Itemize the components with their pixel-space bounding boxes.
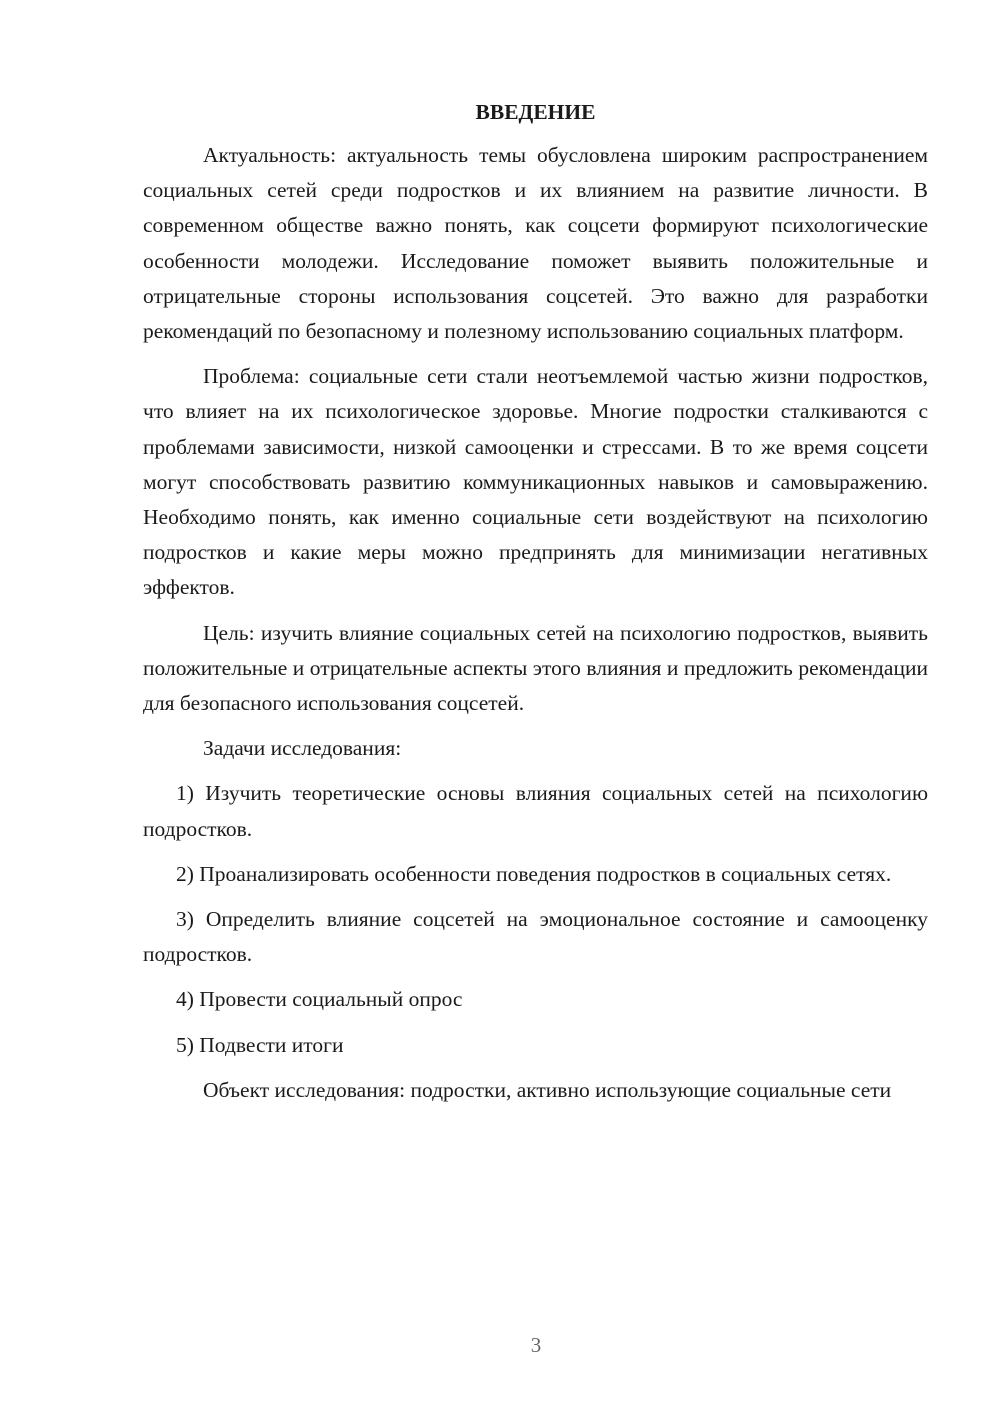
task-item-2: 2) Проанализировать особенности поведения подростков в социальных сетях. [176, 861, 892, 886]
tasks-heading: Задачи исследования: [203, 736, 402, 761]
task-item-5: 5) Подвести итоги [176, 1032, 344, 1057]
problem-paragraph: Проблема: социальные сети стали неотъемлемой частью жизни подростков, что влияет на их психологическое здоровье. Многие подростки сталкиваются с проблемами зависимости, низкой самооценки и стрессами. В то же время соцсети могут способствовать развитию коммуникационных навыков и самовыражению. Необходимо понять, как именно социальные сети воздействуют на психологию подростков и какие меры можно предпринять для минимизации негативных эффектов. [143, 364, 928, 600]
task-item-3: 3) Определить влияние соцсетей на эмоциональное состояние и самооценку подростков. [143, 907, 928, 967]
task-item-4: 4) Провести социальный опрос [176, 987, 463, 1012]
task-item-1: 1) Изучить теоретические основы влияния социальных сетей на психологию подростков. [143, 781, 928, 841]
page-number: 3 [530, 1333, 542, 1357]
object-paragraph: Объект исследования: подростки, активно использующие социальные сети [203, 1077, 892, 1102]
goal-paragraph: Цель: изучить влияние социальных сетей на психологию подростков, выявить положительные и отрицательные аспекты этого влияния и предложить рекомендации для безопасного использования соцсетей. [143, 620, 928, 716]
page-title: ВВЕДЕНИЕ [475, 100, 596, 124]
relevance-paragraph: Актуальность: актуальность темы обусловлена широким распространением социальных сетей среди подростков и их влиянием на развитие личности. В современном обществе важно понять, как соцсети формируют психологические особенности молодежи. Исследование поможет выявить положительные и отрицательные стороны использования соцсетей. Это важно для разработки рекомендаций по безопасному и полезному использованию социальных платформ. [143, 143, 928, 344]
page-content [143, 96, 928, 1118]
